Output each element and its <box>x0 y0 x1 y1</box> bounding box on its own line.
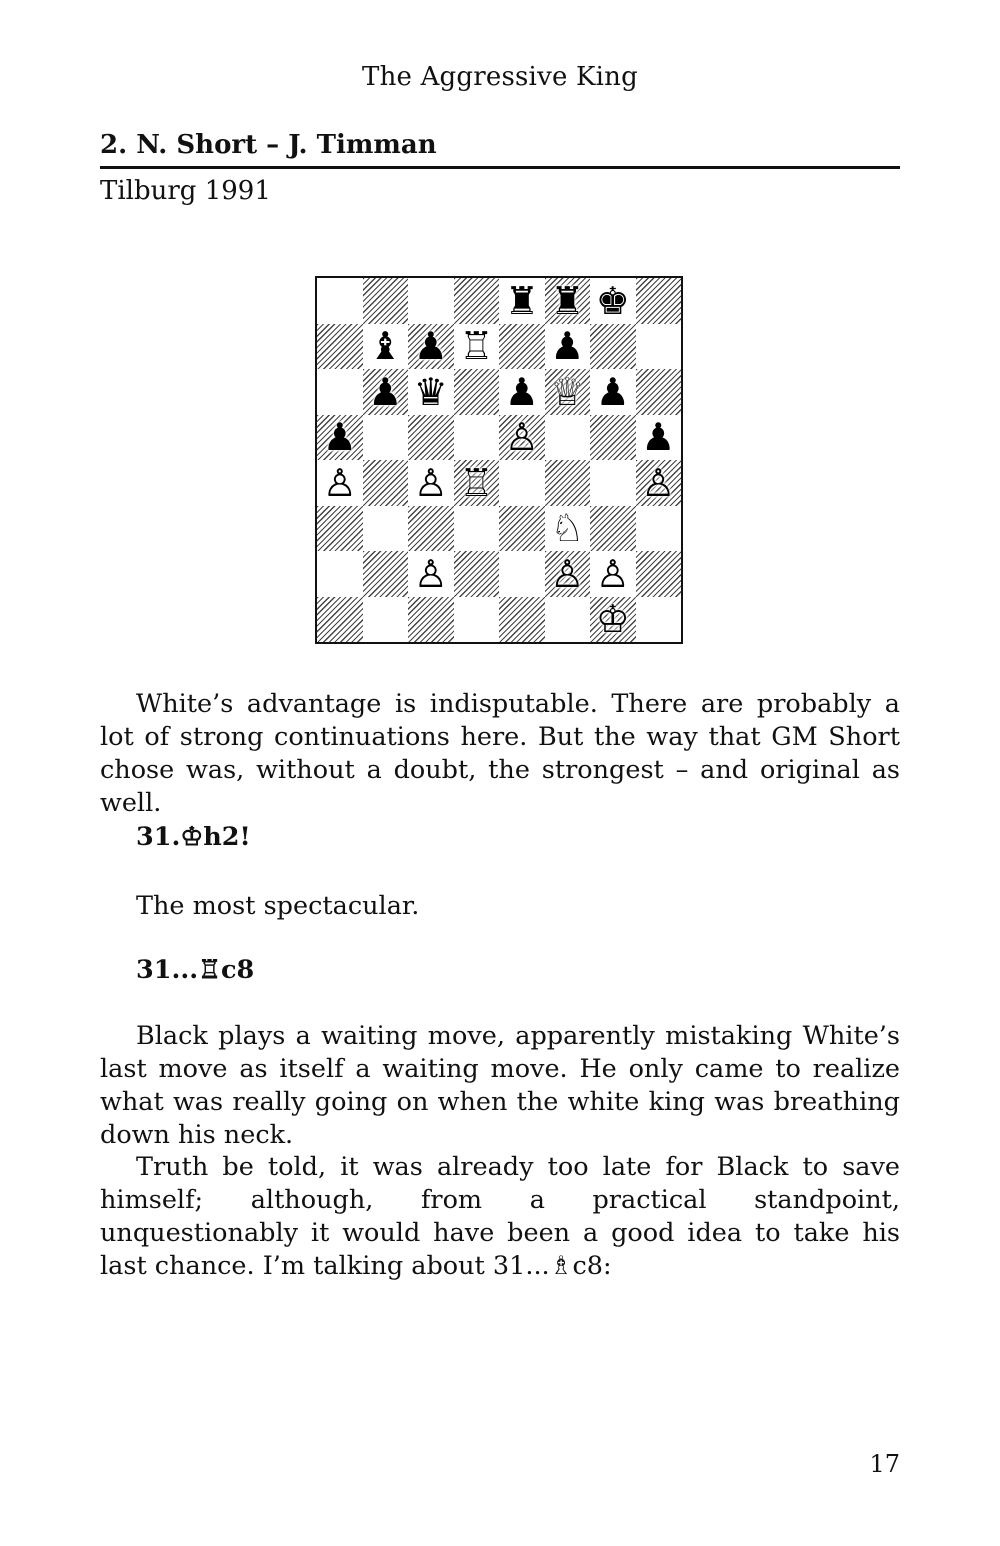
square-b3 <box>363 506 409 552</box>
chess-piece: ♚ <box>593 281 633 321</box>
chess-piece: ♘ <box>547 508 587 548</box>
square-h6 <box>636 369 682 415</box>
move-31-white: 31.♔h2! <box>136 822 251 852</box>
square-b1 <box>363 597 409 643</box>
square-d6 <box>454 369 500 415</box>
square-g3 <box>590 506 636 552</box>
square-e5 <box>499 415 545 461</box>
chess-piece: ♛ <box>411 372 451 412</box>
chess-piece: ♙ <box>550 551 585 596</box>
square-f5 <box>545 415 591 461</box>
square-g8 <box>590 278 636 324</box>
chess-piece: ♙ <box>320 463 360 503</box>
square-a1 <box>317 597 363 643</box>
square-f6 <box>545 369 591 415</box>
square-d8 <box>454 278 500 324</box>
chess-piece: ♖ <box>459 460 494 505</box>
square-e6 <box>499 369 545 415</box>
square-g4 <box>590 460 636 506</box>
chess-piece: ♟ <box>413 324 448 369</box>
square-c2 <box>408 551 454 597</box>
paragraph-4-text: Truth be told, it was already too late for Black to save himself; although, from a practical standpoint, unquestionably it would have been a good idea to take his last chance. I’m talking about 31...♗c8: <box>100 1152 900 1281</box>
square-b7 <box>363 324 409 370</box>
square-h7 <box>636 324 682 370</box>
square-b2 <box>363 551 409 597</box>
square-d4 <box>454 460 500 506</box>
square-g2 <box>590 551 636 597</box>
square-g1 <box>590 597 636 643</box>
square-a4 <box>317 460 363 506</box>
square-h1 <box>636 597 682 643</box>
chess-piece: ♟ <box>638 417 678 457</box>
square-h4 <box>636 460 682 506</box>
square-b6 <box>363 369 409 415</box>
square-f4 <box>545 460 591 506</box>
chess-piece: ♙ <box>641 460 676 505</box>
square-h8 <box>636 278 682 324</box>
square-e2 <box>499 551 545 597</box>
page-number: 17 <box>869 1450 900 1478</box>
square-h3 <box>636 506 682 552</box>
move-31-black: 31...♖c8 <box>136 955 255 985</box>
square-d5 <box>454 415 500 461</box>
square-b5 <box>363 415 409 461</box>
paragraph-2-text: The most spectacular. <box>136 891 420 921</box>
chess-piece: ♟ <box>322 415 357 460</box>
square-h5 <box>636 415 682 461</box>
square-a8 <box>317 278 363 324</box>
game-title: 2. N. Short – J. Timman <box>100 130 900 169</box>
paragraph-3 <box>100 1020 900 1152</box>
chess-piece: ♕ <box>550 369 585 414</box>
square-c8 <box>408 278 454 324</box>
chess-piece: ♙ <box>593 554 633 594</box>
square-f2 <box>545 551 591 597</box>
square-f3 <box>545 506 591 552</box>
chess-piece: ♟ <box>502 372 542 412</box>
square-e7 <box>499 324 545 370</box>
game-event: Tilburg 1991 <box>100 176 271 206</box>
chess-piece: ♟ <box>368 369 403 414</box>
chess-piece: ♜ <box>550 278 585 323</box>
square-a5 <box>317 415 363 461</box>
square-c1 <box>408 597 454 643</box>
square-g6 <box>590 369 636 415</box>
square-e1 <box>499 597 545 643</box>
paragraph-2 <box>100 890 900 923</box>
square-d3 <box>454 506 500 552</box>
paragraph-3-text: Black plays a waiting move, apparently mistaking White’s last move as itself a waiting move. He only came to realize what was really going on when the white king was breathing down his neck. <box>100 1021 900 1150</box>
square-c5 <box>408 415 454 461</box>
square-d7 <box>454 324 500 370</box>
square-a3 <box>317 506 363 552</box>
chess-piece: ♖ <box>456 326 496 366</box>
chess-diagram <box>315 276 683 644</box>
square-a2 <box>317 551 363 597</box>
square-a7 <box>317 324 363 370</box>
square-e3 <box>499 506 545 552</box>
square-c4 <box>408 460 454 506</box>
square-f8 <box>545 278 591 324</box>
chess-piece: ♙ <box>504 415 539 460</box>
chess-piece: ♟ <box>547 326 587 366</box>
square-e8 <box>499 278 545 324</box>
square-d2 <box>454 551 500 597</box>
square-g7 <box>590 324 636 370</box>
square-e4 <box>499 460 545 506</box>
chess-piece: ♜ <box>502 281 542 321</box>
square-f1 <box>545 597 591 643</box>
square-c7 <box>408 324 454 370</box>
square-a6 <box>317 369 363 415</box>
square-d1 <box>454 597 500 643</box>
paragraph-4 <box>100 1151 900 1283</box>
chess-piece: ♙ <box>411 463 451 503</box>
square-g5 <box>590 415 636 461</box>
paragraph-1 <box>100 688 900 820</box>
chess-piece: ♟ <box>593 372 633 412</box>
chess-piece: ♔ <box>595 597 630 642</box>
chess-piece: ♙ <box>411 554 451 594</box>
square-h2 <box>636 551 682 597</box>
paragraph-1-text: White’s advantage is indisputable. There are probably a lot of strong continuations here. But the way that GM Short chose was, without a doubt, the strongest – and original as well. <box>100 689 900 818</box>
square-b4 <box>363 460 409 506</box>
square-c6 <box>408 369 454 415</box>
square-c3 <box>408 506 454 552</box>
chess-piece: ♝ <box>365 326 405 366</box>
square-f7 <box>545 324 591 370</box>
running-head: The Aggressive King <box>362 62 638 92</box>
square-b8 <box>363 278 409 324</box>
